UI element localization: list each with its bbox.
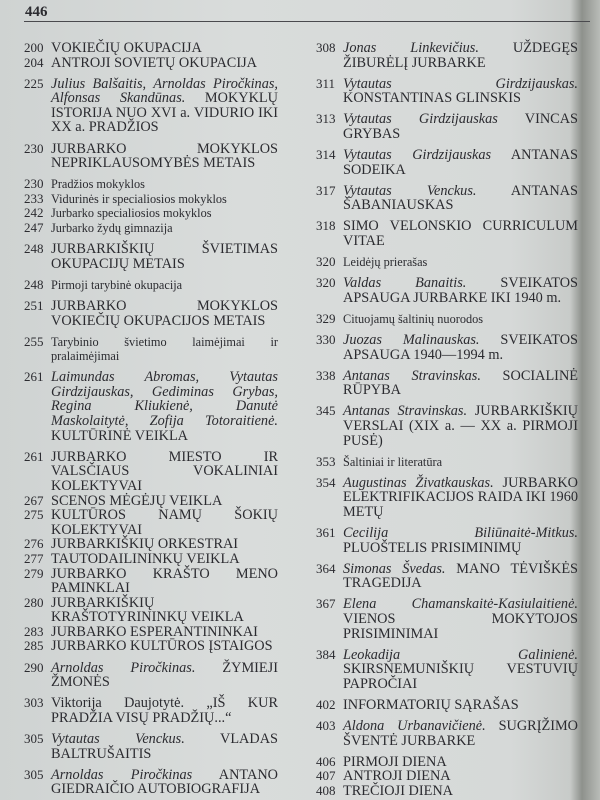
toc-entry-text — [343, 455, 578, 470]
toc-page-number: 330 — [316, 332, 336, 347]
toc-section-title: KULTŪRINĖ VEIKLA — [51, 427, 188, 444]
toc-section-title: VIENOS MOKYTOJOS PRISIMINIMAI — [343, 611, 578, 642]
toc-entry — [316, 784, 578, 799]
toc-entry — [24, 537, 278, 552]
toc-entry-text — [343, 369, 578, 398]
toc-entry-text — [51, 77, 278, 135]
toc-entry — [24, 278, 278, 293]
toc-page-number: 233 — [24, 190, 44, 206]
toc-entry — [316, 648, 578, 692]
toc-entry-text — [51, 537, 278, 552]
toc-entry — [316, 404, 578, 448]
toc-section-title: VLADAS BALTRUŠAITIS — [51, 730, 278, 762]
toc-entry — [316, 769, 578, 784]
toc-entry — [24, 494, 278, 509]
page-number: 446 — [25, 4, 48, 20]
toc-entry — [316, 755, 578, 770]
toc-author: Arnoldas Piročkinas. — [51, 659, 196, 676]
toc-page-number: 403 — [316, 718, 336, 734]
toc-section-title: ANTROJI DIENA — [343, 768, 451, 785]
toc-section-title: JURBARKO MOKYKLOS VOKIEČIŲ OKUPACIJOS METAIS — [51, 297, 278, 329]
toc-author: Cecilija Biliūnaitė-Mitkus. — [343, 525, 578, 542]
toc-entry — [24, 567, 278, 596]
toc-page-number: 204 — [24, 54, 44, 70]
toc-page-number: 275 — [24, 507, 44, 523]
toc-section-title: TREČIOJI DIENA — [343, 782, 453, 799]
toc-page-number: 261 — [24, 369, 44, 385]
toc-page-number: 329 — [316, 310, 336, 326]
toc-author: Vytautas Venckus. — [343, 182, 477, 199]
toc-entry — [24, 370, 278, 443]
toc-entry — [316, 276, 578, 305]
toc-section-title: JURBARKIŠKIŲ KRAŠTOTYRININKŲ VEIKLA — [51, 594, 244, 626]
toc-section-title: UŽDEGĘS ŽIBURĖLĮ JURBARKE — [343, 40, 578, 71]
toc-author: Antanas Stravinskas. — [343, 367, 481, 384]
toc-entry — [316, 476, 578, 520]
toc-entry — [24, 335, 278, 364]
toc-page-number: 367 — [316, 596, 336, 612]
toc-section-title: JURBARKO ELEKTRIFIKACIJOS RAIDA IKI 1960 METŲ — [343, 474, 578, 520]
toc-entry — [316, 112, 578, 141]
toc-entry-text — [51, 494, 278, 509]
toc-entry-text — [51, 639, 278, 654]
toc-entry-text — [343, 312, 578, 327]
toc-entry-text — [51, 768, 278, 797]
toc-entry — [24, 639, 278, 654]
toc-author: Leokadija Galinienė. — [343, 646, 578, 663]
toc-right-column — [316, 41, 578, 799]
toc-entry-text — [343, 148, 578, 177]
toc-entry — [316, 562, 578, 591]
toc-section-title: ANTANAS ŠABANIAUSKAS — [343, 182, 578, 214]
toc-page-number: 230 — [24, 176, 44, 192]
toc-page-number: 251 — [24, 297, 44, 313]
toc-section-title: SCENOS MĖGĖJŲ VEIKLA — [51, 492, 223, 509]
toc-section-title: JURBARKIŠKIŲ ORKESTRAI — [51, 536, 239, 553]
toc-entry-text — [343, 597, 578, 641]
toc-entry-text — [51, 596, 278, 625]
toc-section-title: VOKIEČIŲ OKUPACIJA — [51, 40, 202, 56]
header-rule — [24, 21, 590, 22]
toc-entry — [316, 597, 578, 641]
toc-author: Simonas Švedas. — [343, 560, 446, 577]
toc-page-number: 317 — [316, 182, 336, 198]
toc-section-title: JURBARKO ESPERANTININKAI — [51, 623, 258, 640]
toc-author: Vytautas Girdzijauskas — [343, 111, 498, 128]
toc-entry — [24, 192, 278, 207]
toc-entry-text — [51, 278, 278, 293]
toc-entry-text — [51, 299, 278, 328]
toc-author: Vytautas Venckus. — [51, 730, 185, 747]
toc-section-title: SVEIKATOS APSAUGA JURBARKE IKI 1940 m. — [343, 275, 579, 306]
toc-entry-text — [51, 56, 278, 71]
toc-subsection-title: Šaltiniai ir literatūra — [343, 454, 443, 469]
toc-entry-text — [51, 177, 278, 192]
toc-entry-text — [51, 242, 278, 271]
toc-page-number: 280 — [24, 594, 44, 610]
toc-page-number: 279 — [24, 565, 44, 581]
toc-entry-text — [343, 476, 578, 520]
toc-section-title: JURBARKIŠKIŲ ŠVIETIMAS OKUPACIJŲ METAIS — [51, 241, 278, 272]
toc-entry-text — [343, 333, 578, 362]
toc-entry-text — [51, 696, 278, 725]
toc-page-number: 408 — [316, 782, 336, 798]
toc-page-number: 364 — [316, 560, 336, 576]
toc-page-number: 285 — [24, 638, 44, 654]
toc-entry — [316, 41, 578, 70]
toc-section-title: SVEIKATOS APSAUGA 1940—1994 m. — [343, 332, 578, 363]
toc-subsection-title: Tarybinio švietimo laimėjimai ir pralaimėjimai — [51, 334, 278, 364]
toc-entry — [24, 56, 278, 71]
toc-page-number: 248 — [24, 276, 44, 292]
toc-entry — [316, 255, 578, 270]
toc-author: Laimundas Abromas, Vytautas Girdzijauskas, Gediminas Grybas, Regina Kliukienė, Danutė Maskolaitytė, Zofija Totoraitienė. — [51, 369, 278, 430]
toc-entry — [316, 148, 578, 177]
toc-page-number: 406 — [316, 753, 336, 769]
toc-section-title: ANTANAS SODEIKA — [343, 147, 578, 178]
toc-entry — [24, 596, 278, 625]
toc-section-title: PIRMOJI DIENA — [343, 753, 447, 770]
toc-section-title: ŽYMIEJI ŽMONĖS — [51, 659, 278, 691]
toc-entry — [316, 333, 578, 362]
toc-page-number: 276 — [24, 536, 44, 552]
toc-author: Valdas Banaitis. — [343, 275, 467, 292]
toc-entry — [24, 732, 278, 761]
toc-section-title: INFORMATORIŲ SĄRAŠAS — [343, 696, 519, 713]
toc-entry — [316, 719, 578, 748]
toc-page-number: 283 — [24, 623, 44, 639]
toc-page-number: 200 — [24, 40, 44, 55]
toc-page-number: 247 — [24, 220, 44, 236]
toc-section-title: MANO TĖVIŠKĖS TRAGEDIJA — [343, 560, 579, 592]
toc-entry-text — [343, 698, 578, 713]
toc-entry-text — [51, 370, 278, 443]
toc-entry-text — [343, 784, 578, 799]
toc-entry-text — [51, 335, 278, 364]
toc-section-title: ANTANO GIEDRAIČIO AUTOBIOGRAFIJA — [51, 766, 278, 798]
toc-entry-text — [343, 404, 578, 448]
toc-page-number: 361 — [316, 525, 336, 541]
toc-entry-text — [51, 41, 278, 56]
toc-section-title: JURBARKO MOKYKLOS NEPRIKLAUSOMYBĖS METAIS — [51, 140, 278, 172]
toc-entry — [24, 768, 278, 797]
toc-entry-text — [343, 755, 578, 770]
toc-entry-text — [343, 562, 578, 591]
toc-entry — [316, 219, 578, 248]
toc-section-title: KONSTANTINAS GLINSKIS — [343, 90, 521, 107]
toc-entry — [316, 526, 578, 555]
toc-author: Jonas Linkevičius. — [343, 40, 479, 56]
toc-section-title: ANTROJI SOVIETŲ OKUPACIJA — [51, 54, 257, 71]
toc-section-title: SKIRSNEMUNIŠKIŲ VESTUVIŲ PAPROČIAI — [343, 661, 578, 692]
toc-page-number: 261 — [24, 448, 44, 464]
toc-page-number: 242 — [24, 205, 44, 221]
toc-page-number: 305 — [24, 766, 44, 782]
toc-entry-text — [343, 769, 578, 784]
toc-section-title: JURBARKO KRAŠTO MENO PAMINKLAI — [51, 565, 278, 597]
toc-entry-text — [343, 276, 578, 305]
toc-entry-text — [343, 41, 578, 70]
toc-section-title: JURBARKO MIESTO IR VALSČIAUS VOKALINIAI KOLEKTYVAI — [51, 448, 278, 494]
toc-entry — [316, 369, 578, 398]
toc-subsection-title: Cituojamų šaltinių nuorodos — [343, 311, 484, 326]
toc-entry-text — [51, 192, 278, 207]
toc-entry-text — [51, 661, 278, 690]
toc-section-title: SOCIALINĖ RŪPYBA — [343, 367, 578, 399]
toc-entry-text — [343, 719, 578, 748]
toc-page-number: 338 — [316, 367, 336, 383]
toc-author: Juozas Malinauskas. — [343, 332, 480, 348]
toc-page-number: 345 — [316, 403, 336, 419]
toc-page-number: 311 — [316, 75, 336, 91]
toc-entry-text — [51, 732, 278, 761]
toc-page-number: 308 — [316, 40, 336, 55]
toc-entry — [24, 552, 278, 567]
toc-entry — [24, 142, 278, 171]
toc-section-title: JURBARKO KULTŪROS ĮSTAIGOS — [51, 638, 273, 655]
toc-entry — [24, 177, 278, 192]
toc-entry — [24, 77, 278, 135]
toc-entry-text — [51, 450, 278, 494]
toc-entry — [24, 450, 278, 494]
toc-section-title: TAUTODAILININKŲ VEIKLA — [51, 550, 240, 567]
toc-page-number: 384 — [316, 646, 336, 662]
toc-page-number: 353 — [316, 453, 336, 469]
toc-entry-text — [343, 255, 578, 270]
toc-page-number: 407 — [316, 768, 336, 784]
toc-subsection-title: Jurbarko žydų gimnazija — [51, 221, 173, 236]
toc-entry-text — [343, 184, 578, 213]
toc-entry-text — [343, 112, 578, 141]
toc-subsection-title: Leidėjų prierašas — [343, 255, 428, 270]
toc-subsection-title: Jurbarko specialiosios mokyklos — [51, 206, 212, 221]
toc-subsection-title: Pradžios mokyklos — [51, 177, 145, 192]
toc-section-title: MOKYKLŲ ISTORIJA NUO XVI a. VIDURIO IKI XX a. PRADŽIOS — [51, 90, 278, 136]
toc-page-number: 277 — [24, 550, 44, 566]
toc-subsection-title: Pirmoji tarybinė okupacija — [51, 277, 183, 292]
toc-page-number: 303 — [24, 695, 44, 711]
toc-entry-text — [51, 625, 278, 640]
toc-author: Aldona Urbanavičienė. — [343, 718, 486, 735]
toc-entry — [316, 312, 578, 327]
toc-subsection-title: Vidurinės ir specialiosios mokyklos — [51, 191, 227, 206]
toc-entry-text — [51, 508, 278, 537]
toc-entry — [24, 41, 278, 56]
toc-entry-text — [51, 567, 278, 596]
toc-section-title: SUGRĮŽIMO ŠVENTĖ JURBARKE — [343, 718, 579, 749]
toc-entry-text — [343, 77, 578, 106]
toc-entry-text — [343, 526, 578, 555]
toc-entry-text — [51, 221, 278, 236]
toc-section-title: KULTŪROS NAMŲ ŠOKIŲ KOLEKTYVAI — [51, 507, 278, 538]
toc-page-number: 305 — [24, 730, 44, 746]
toc-author: Julius Balšaitis, Arnoldas Piročkinas, Alfonsas Skandūnas. — [51, 75, 278, 107]
toc-entry-text — [343, 219, 578, 248]
toc-page-number: 314 — [316, 147, 336, 163]
toc-page-number: 225 — [24, 75, 44, 91]
toc-section-title: Viktorija Daujotytė. „IŠ KUR PRADŽIA VISŲ PRADŽIŲ...“ — [51, 695, 278, 726]
toc-page-number: 320 — [316, 254, 336, 270]
toc-entry-text — [51, 206, 278, 221]
toc-page-number: 318 — [316, 218, 336, 234]
toc-page-number: 320 — [316, 275, 336, 291]
toc-entry — [24, 661, 278, 690]
toc-entry — [24, 206, 278, 221]
toc-page-number: 290 — [24, 659, 44, 675]
toc-entry-text — [51, 552, 278, 567]
toc-page-number: 354 — [316, 474, 336, 490]
toc-entry-text — [51, 142, 278, 171]
toc-entry — [316, 184, 578, 213]
toc-section-title: JURBARKIŠKIŲ VERSLAI (XIX a. — XX a. PIRMOJI PUSĖ) — [343, 403, 579, 449]
toc-author: Vytautas Girdzijauskas. — [343, 75, 578, 92]
toc-page-number: 313 — [316, 111, 336, 127]
toc-author: Elena Chamanskaitė-Kasiulaitienė. — [343, 596, 578, 613]
toc-entry — [24, 508, 278, 537]
toc-left-column — [24, 41, 278, 797]
toc-entry — [24, 242, 278, 271]
toc-author: Augustinas Živatkauskas. — [343, 474, 494, 491]
toc-author: Vytautas Girdzijauskas — [343, 147, 492, 164]
toc-section-title: SIMO VELONSKIO CURRICULUM VITAE — [343, 218, 578, 250]
toc-entry — [316, 455, 578, 470]
toc-section-title: VINCAS GRYBAS — [343, 111, 578, 142]
toc-entry-text — [343, 648, 578, 692]
toc-author: Antanas Stravinskas. — [343, 403, 468, 420]
toc-entry — [24, 625, 278, 640]
toc-page-number: 402 — [316, 696, 336, 712]
toc-author: Arnoldas Piročkinas — [51, 766, 193, 783]
toc-entry — [316, 77, 578, 106]
toc-page-number: 267 — [24, 492, 44, 508]
toc-entry — [24, 696, 278, 725]
toc-entry — [316, 698, 578, 713]
toc-page-number: 248 — [24, 241, 44, 257]
toc-section-title: PLUOŠTELIS PRISIMINIMŲ — [343, 539, 522, 556]
toc-page-number: 255 — [24, 333, 44, 349]
toc-entry — [24, 221, 278, 236]
toc-page-number: 230 — [24, 140, 44, 156]
toc-entry — [24, 299, 278, 328]
